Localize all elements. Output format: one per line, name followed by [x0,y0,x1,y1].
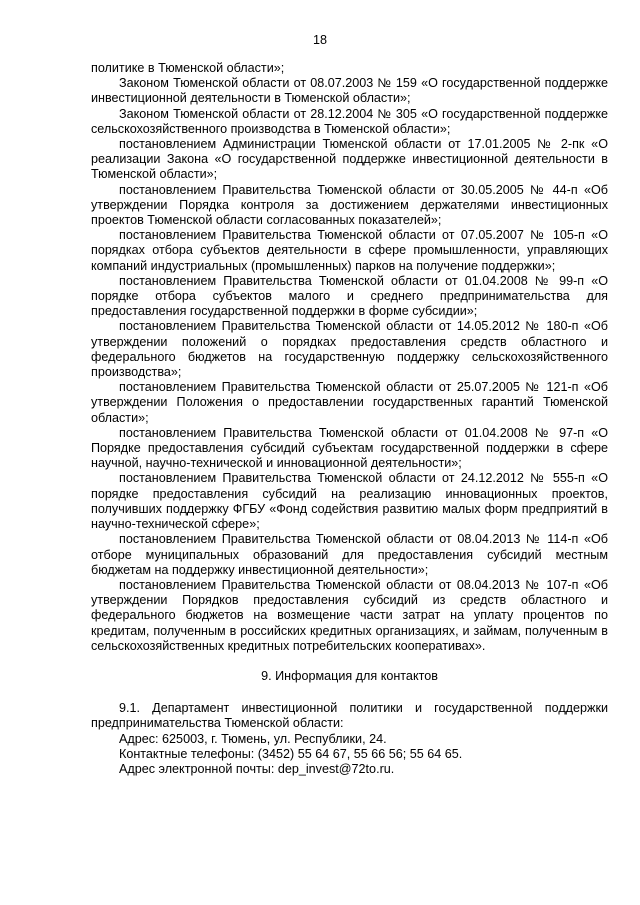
paragraph: постановлением Правительства Тюменской области от 08.04.2013 № 107-п «Об утверждении Порядков предоставления субсидий из средств областного и федерального бюджетов на возмещение части затрат на уплату процентов по кредитам, полученным в российских кредитных организациях, и займам, полученным в сельскохозяйственных кредитных потребительских кооперативах». [91,577,608,653]
paragraph: постановлением Правительства Тюменской области от 25.07.2005 № 121-п «Об утверждении Положения о предоставлении государственных гарантий Тюменской области»; [91,380,608,425]
contact-email: Адрес электронной почты: dep_invest@72to.ru. [119,761,395,776]
paragraph: постановлением Правительства Тюменской области от 01.04.2008 № 97-п «О Порядке предоставления субсидий субъектам государственной поддержки в сфере научной, научно-технической и инновационной деятельности»; [91,425,608,471]
document-body [91,61,608,777]
paragraph: постановлением Правительства Тюменской области от 30.05.2005 № 44-п «Об утверждении Порядка контроля за достижением держателями инвестиционных проектов Тюменской области согласованных показателей»; [91,182,608,228]
contact-address: Адрес: 625003, г. Тюмень, ул. Республики, 24. [119,731,387,746]
paragraph: Законом Тюменской области от 08.07.2003 № 159 «О государственной поддержке инвестиционной деятельности в Тюменской области»; [91,76,608,106]
section-title: 9. Информация для контактов [261,668,438,683]
paragraph: постановлением Правительства Тюменской области от 01.04.2008 № 99-п «О порядке отбора субъектов малого и среднего предпринимательства для предоставления государственной поддержки в форме субсидии»; [91,273,608,319]
paragraph: постановлением Правительства Тюменской области от 14.05.2012 № 180-п «Об утверждении положений о порядках предоставления средств областного и федерального бюджетов на государственную поддержку сельскохозяйственного производства»; [91,319,608,380]
paragraph: постановлением Правительства Тюменской области от 24.12.2012 № 555-п «О порядке предоставления субсидий на реализацию инновационных проектов, получивших поддержку ФГБУ «Фонд содействия развитию малых форм предприятий в научно-технической сфере»; [91,471,608,532]
paragraph: политике в Тюменской области»; [91,61,285,75]
paragraph: постановлением Правительства Тюменской области от 08.04.2013 № 114-п «Об отборе муниципальных образований для предоставления субсидий местным бюджетам на поддержку инвестиционной деятельности»; [91,532,608,577]
paragraph: постановлением Правительства Тюменской области от 07.05.2007 № 105-п «О порядках отбора субъектов деятельности в сфере промышленности, управляющих компаний индустриальных (промышленных) парков на получение поддержки»; [91,228,608,273]
page-number: 18 [312,33,327,47]
paragraph: Законом Тюменской области от 28.12.2004 № 305 «О государственной поддержке сельскохозяйственного производства в Тюменской области»; [91,106,608,136]
paragraph: постановлением Администрации Тюменской области от 17.01.2005 № 2-пк «О реализации Закона «О государственной поддержке инвестиционной деятельности в Тюменской области»; [91,137,608,182]
contact-intro: 9.1. Департамент инвестиционной политики и государственной поддержки предпринимательства Тюменской области: [91,701,608,731]
contact-phones: Контактные телефоны: (3452) 55 64 67, 55 66 56; 55 64 65. [119,746,463,761]
